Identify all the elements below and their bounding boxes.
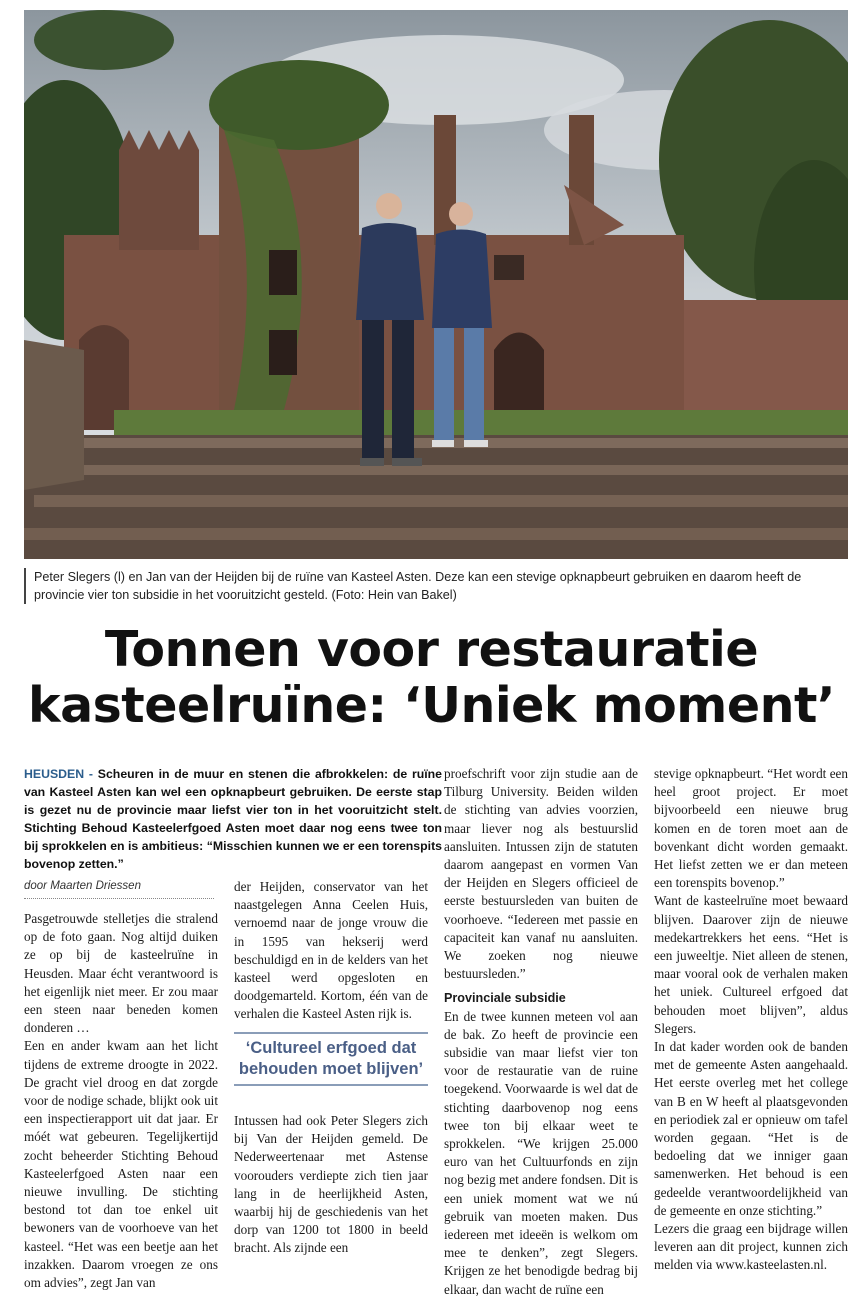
castle-ruin-photo bbox=[24, 10, 848, 559]
body-paragraph: Lezers die graag een bijdrage willen leveren aan dit project, kunnen zich melden via www.kasteelasten.nl. bbox=[654, 1221, 848, 1273]
column-4 bbox=[654, 765, 848, 1275]
left-tower bbox=[119, 150, 199, 250]
body-paragraph: Een en ander kwam aan het licht tijdens de extreme droogte in 2022. De gracht viel droog en dat zorgde voor de nodige schade, blijkt ook uit een inspectierapport uit dat jaar. Er móét wat gebeuren. Tegelijkertijd zocht beheerder Stichting Behoud Kasteelerfgoed Asten naar een nieuwe invulling. De stichting bestond tot dan toe enkel uit bewoners van de voorhoeve van het kasteel. “Het was een beetje aan het inzakken. Daarom vroegen ze ons om advies”, zegt Jan van bbox=[24, 1038, 218, 1291]
column-3 bbox=[444, 765, 638, 1299]
body-paragraph: In dat kader worden ook de banden met de gemeente Asten aangehaald. Het eerste overleg met het college van B en W heeft al plaatsgevonden en periodiek zal er opnieuw om tafel worden gegaan. “Het is de bedoeling dat we inniger gaan samenwerken. Het behoud is een gedeelde verantwoordelijkheid van de gemeente en onze stichting.” bbox=[654, 1039, 848, 1218]
headline bbox=[0, 622, 863, 734]
column-2 bbox=[234, 878, 428, 1024]
body-paragraph: Pasgetrouwde stelletjes die stralend op de foto gaan. Nog altijd duiken ze op bij de kasteelruïne in Heusden. Maar écht verantwoord is het eigenlijk niet meer. Er zou maar een steen naar beneden komen donderen … bbox=[24, 911, 218, 1036]
byline: door Maarten Driessen bbox=[24, 880, 214, 899]
body-paragraph: stevige opknapbeurt. “Het wordt een heel groot project. Er moet bijvoorbeeld een nieuwe brug komen en de toren moet aan de bovenkant dicht worden gemaakt. Het liefst zetten we er dan meteen een torenspits bovenop.” bbox=[654, 766, 848, 891]
column-2-continued bbox=[234, 1112, 428, 1258]
castle-ruin-illustration bbox=[24, 10, 848, 559]
body-paragraph: der Heijden, conservator van het naastgelegen Anna Ceelen Huis, vernoemd naar de jonge vrouw die in 1595 van hekserij werd beschuldigd en in de kelders van het kasteel werd opgesloten en doodgemarteld. Kortom, één van de verhalen die Kasteel Asten rijk is. bbox=[234, 879, 428, 1022]
headline-line-1: Tonnen voor restauratie bbox=[104, 621, 759, 678]
lead-text: Scheuren in de muur en stenen die afbrokkelen: de ruïne van Kasteel Asten kan wel een opknapbeurt gebruiken. De eerste stap is gezet nu de provincie maar liefst vier ton in het vooruitzicht stelt. Stichting Behoud Kasteelerfgoed Asten moet daar nog eens twee ton bij sprokkelen en is ambitieus: “Misschien kunnen we er een torenspits bovenop zetten.” bbox=[24, 767, 443, 871]
chimney-left bbox=[434, 115, 456, 245]
body-paragraph: En de twee kunnen meteen vol aan de bak. Zo heeft de provincie een subsidie van maar liefst vier ton voor de restauratie van de ruine toegekend. Voorwaarde is wel dat de stichting daarbovenop nog eens twee ton bij elkaar weet te sprokkelen. “We krijgen 25.000 euro van het Cultuurfonds en zijn nog bezig met andere fondsen. Dit is een uniek moment wat we nú gebruik van moeten maken. Dus iedereen met ideeën is welkom om mee te denken”, zegt Slegers. Krijgen ze het benodigde bedrag bij elkaar, dan wacht de ruïne een bbox=[444, 1008, 638, 1297]
pull-quote: ‘Cultureel erfgoed dat behouden moet blijven’ bbox=[234, 1032, 428, 1086]
photo-caption: Peter Slegers (l) en Jan van der Heijden bij de ruïne van Kasteel Asten. Deze kan een stevige opknapbeurt gebruiken en daarom heeft de provincie vier ton subsidie in het vooruitzicht gesteld. (Foto: Hein van Bakel) bbox=[24, 568, 854, 604]
headline-line-2: kasteelruïne: ‘Uniek moment’ bbox=[27, 677, 835, 734]
body-paragraph: Want de kasteelruïne moet bewaard blijven. Daarover zijn de nieuwe medekartrekkers het eens. “Het is een juweeltje. Niet alleen de stenen, maar vooral ook de verhalen maken het uniek. Cultureel erfgoed dat behouden moet blijven”, aldus Slegers. bbox=[654, 893, 848, 1036]
subheading: Provinciale subsidie bbox=[444, 991, 566, 1006]
lead-paragraph bbox=[24, 765, 442, 873]
body-paragraph: proefschrift voor zijn studie aan de Tilburg University. Beiden wilden de stichting van advies voorzien, maar liever nog als bestuurslid aansluiten. Intussen zijn de statuten daarom aangepast en vormen Van der Heijden en Slegers officieel de eerste bestuursleden van buiten de voorhoeve. “Iedereen met passie en capaciteit kan vanaf nu aansluiten. We zoeken nog nieuwe bestuursleden.” bbox=[444, 766, 638, 982]
body-paragraph: Intussen had ook Peter Slegers zich bij Van der Heijden gemeld. De Nederweertenaar met Astense voorouders verdiepte zich tien jaar lang in de heerlijkheid Asten, waarbij hij de geschiedenis van het dorp van 1200 tot 1800 in beeld bracht. Als zijnde een bbox=[234, 1113, 428, 1256]
dateline: HEUSDEN - bbox=[24, 767, 93, 781]
column-1 bbox=[24, 910, 218, 1292]
